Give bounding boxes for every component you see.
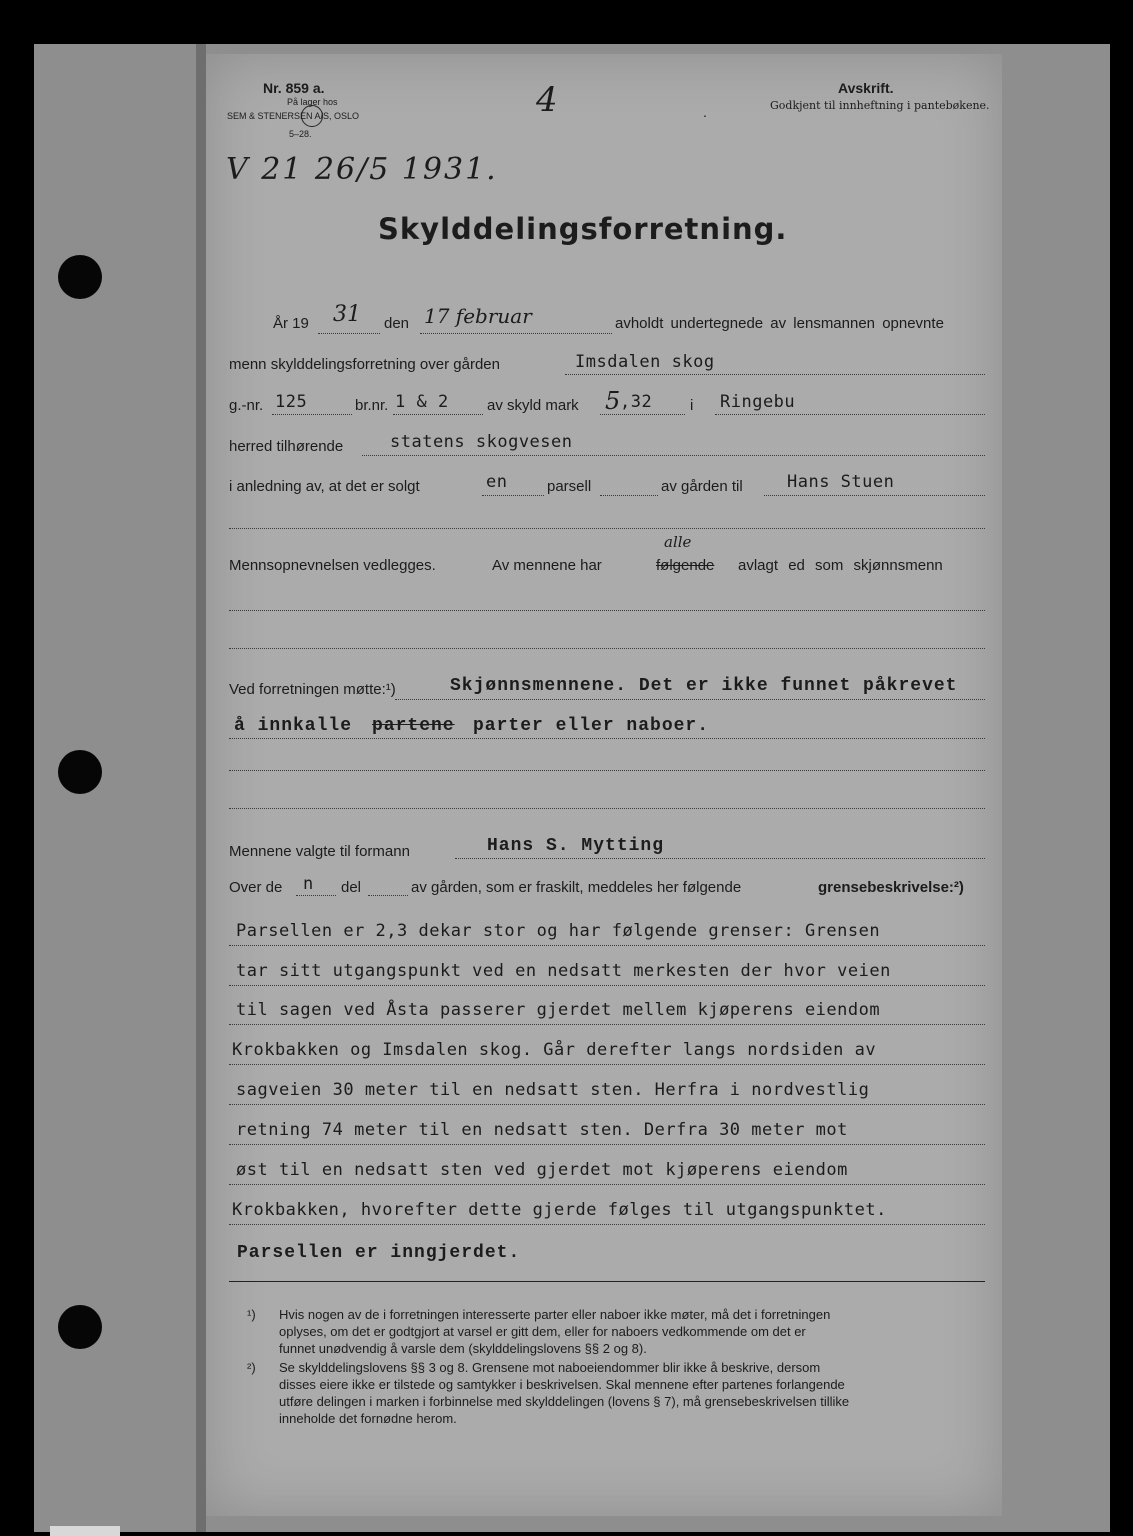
footnote-marker-2: ²) <box>247 1360 256 1375</box>
struck-word: følgende <box>656 557 715 574</box>
attend-label: Ved forretningen møtte:¹) <box>229 681 396 698</box>
dot-mark: . <box>703 104 707 120</box>
body-rule <box>229 1064 985 1065</box>
skyld-mark: 5 <box>605 387 621 415</box>
body-line: Krokbakken, hvorefter dette gjerde følges til utgangspunktet. <box>232 1200 887 1220</box>
attend-line-2a: å innkalle <box>234 716 353 736</box>
blank-rule-3 <box>229 648 985 649</box>
del-rule <box>368 895 408 896</box>
attend-rule-4 <box>229 808 985 809</box>
body-rule <box>229 1224 985 1225</box>
punch-hole-top <box>58 255 102 299</box>
gnr-label: g.-nr. <box>229 397 264 414</box>
body-rule <box>229 1024 985 1025</box>
footnote-1-line: funnet unødvendig å varsle dem (skylddelingslovens §§ 2 og 8). <box>279 1341 647 1356</box>
brnr-label: br.nr. <box>355 397 389 414</box>
page-number: 4 <box>536 80 558 120</box>
buyer-rule <box>764 495 985 496</box>
closing-line: Parsellen er inngjerdet. <box>237 1243 521 1263</box>
occasion-rule <box>482 495 544 496</box>
approval-note: Godkjent til innheftning i pantebøkene. <box>770 99 990 112</box>
menn-sentence-3: avlagt ed som skjønnsmenn <box>738 557 943 574</box>
skyld-rule <box>600 414 685 415</box>
brnr-value: 1 & 2 <box>395 392 449 412</box>
chair-label: Mennene valgte til formann <box>229 843 410 860</box>
attend-line-2-struck: partene <box>372 716 455 736</box>
body-rule <box>229 1144 985 1145</box>
over-rule <box>296 895 336 896</box>
publisher-line-3: 5–28. <box>289 129 312 139</box>
body-rule <box>229 1104 985 1105</box>
scan-edge-strip <box>50 1526 120 1536</box>
boundary-bold: grensebeskrivelse:²) <box>818 879 964 896</box>
body-line: retning 74 meter til en nedsatt sten. Derfra 30 meter mot <box>236 1120 848 1140</box>
body-line: Krokbakken og Imsdalen skog. Går derefter langs nordsiden av <box>232 1040 877 1060</box>
page-fold-shadow <box>196 44 206 1532</box>
municipality-rule <box>715 414 985 415</box>
attend-rule-2 <box>229 738 985 739</box>
year-rule <box>318 333 380 334</box>
punch-hole-middle <box>58 750 102 794</box>
chair-value: Hans S. Mytting <box>487 836 665 856</box>
del-label: del <box>341 879 362 896</box>
footnote-2-line: utføre delingen i marken i forbinnelse med skylddelingen (lovens § 7), må grensebeskrivelsen tillike <box>279 1394 850 1409</box>
parsell-label: parsell <box>547 478 592 495</box>
i-label: i <box>690 397 694 414</box>
publisher-line-2: SEM & STENERSEN A/S, OSLO <box>227 111 360 121</box>
municipality: Ringebu <box>720 392 796 412</box>
form-number: Nr. 859 a. <box>263 80 325 96</box>
punch-hole-bottom <box>58 1305 102 1349</box>
document-title: Skylddelingsforretning. <box>378 212 788 246</box>
skyld-ore: ,32 <box>620 392 653 412</box>
occasion-label: i anledning av, at det er solgt <box>229 478 420 495</box>
owner-rule <box>362 455 985 456</box>
body-rule <box>229 1184 985 1185</box>
av-garden-label: av gården til <box>661 478 743 495</box>
chair-rule <box>455 858 985 859</box>
date-rule <box>420 333 612 334</box>
body-line: til sagen ved Åsta passerer gjerdet mellem kjøperens eiendom <box>236 1000 881 1020</box>
body-line: øst til en nedsatt sten ved gjerdet mot kjøperens eiendom <box>236 1160 848 1180</box>
owner-value: statens skogvesen <box>390 432 573 452</box>
attend-rule-1 <box>395 699 985 700</box>
inserted-word: alle <box>664 533 692 551</box>
farm-rule <box>565 374 985 375</box>
year-prefix: År 19 <box>273 315 309 332</box>
over-label: Over de <box>229 879 283 896</box>
body-rule <box>229 985 985 986</box>
copy-label: Avskrift. <box>838 80 894 96</box>
gnr-rule <box>272 414 352 415</box>
footnote-marker-1: ¹) <box>247 1307 256 1322</box>
held-text: avholdt undertegnede av lensmannen opnevnte <box>615 315 944 332</box>
menn-sentence-1: Mennsopnevnelsen vedlegges. <box>229 557 436 574</box>
footnote-2-line: inneholde det fornødne herom. <box>279 1411 457 1426</box>
over-value: n <box>303 874 314 894</box>
brnr-rule <box>393 414 483 415</box>
footnote-2-line: disses eiere ikke er tilstede og samtykker i beskrivelsen. Skal mennene efter partenes forlangende <box>279 1377 845 1392</box>
footnote-2-line: Se skylddelingslovens §§ 3 og 8. Grensene mot naboeiendommer blir ikke å beskrive, dersom <box>279 1360 821 1375</box>
blank-rule-1 <box>229 528 985 529</box>
occasion-value: en <box>486 472 508 492</box>
date-value: 17 februar <box>424 304 532 328</box>
year-value: 31 <box>333 302 361 327</box>
gnr-value: 125 <box>275 392 308 412</box>
blank-rule-2 <box>229 610 985 611</box>
publisher-line-1: På lager hos <box>287 97 338 107</box>
buyer-value: Hans Stuen <box>787 472 895 492</box>
body-rule <box>229 945 985 946</box>
den-label: den <box>384 315 410 332</box>
document-sheet <box>206 54 1002 1516</box>
attend-line-1: Skjønnsmennene. Det er ikke funnet påkrevet <box>450 676 958 696</box>
herred-label: herred tilhørende <box>229 438 344 455</box>
attend-rule-3 <box>229 770 985 771</box>
footnote-separator <box>229 1281 985 1282</box>
body-line: sagveien 30 meter til en nedsatt sten. Herfra i nordvestlig <box>236 1080 870 1100</box>
attend-line-2b: parter eller naboer. <box>473 716 710 736</box>
footnote-1-line: Hvis nogen av de i forretningen interesserte parter eller naboer ikke møter, må det i forretningen <box>279 1307 831 1322</box>
parsell-rule <box>600 495 658 496</box>
menn-sentence-2: Av mennene har <box>492 557 602 574</box>
boundary-text: av gården, som er fraskilt, meddeles her følgende <box>411 879 742 896</box>
body-line: tar sitt utgangspunkt ved en nedsatt merkesten der hvor veien <box>236 961 891 981</box>
farm-name: Imsdalen skog <box>575 352 715 372</box>
skyld-label: av skyld mark <box>487 397 579 414</box>
body-line: Parsellen er 2,3 dekar stor og har følgende grenser: Grensen <box>236 921 881 941</box>
footnote-1-line: oplyses, om det er godtgjort at varsel er gitt dem, eller for naboers vedkommende om det er <box>279 1324 806 1339</box>
men-text: menn skylddelingsforretning over gården <box>229 356 500 373</box>
registry-note: V 21 26/5 1931. <box>226 152 498 187</box>
